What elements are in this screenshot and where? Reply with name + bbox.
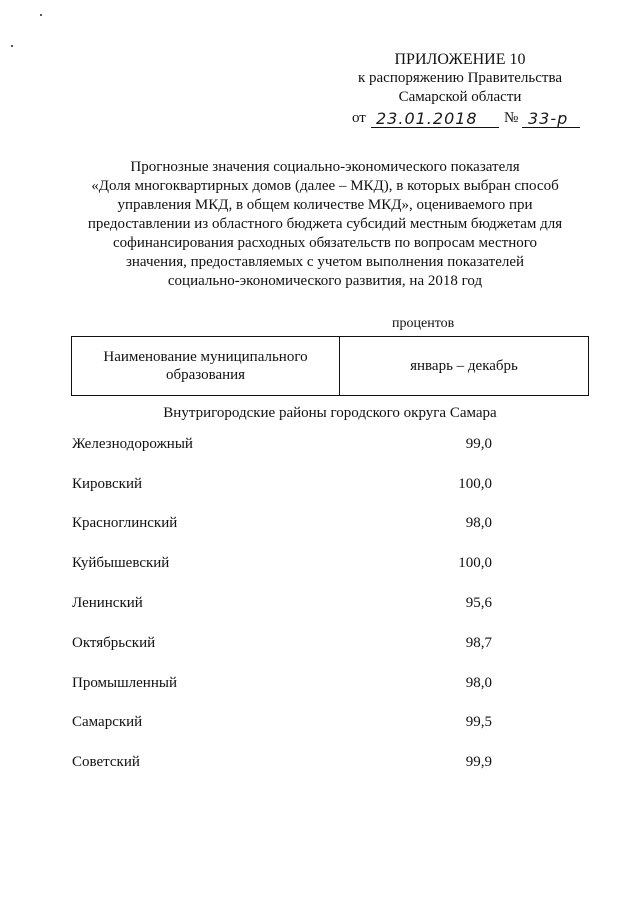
table-row [72, 515, 492, 535]
row-name: Куйбышевский [72, 555, 170, 571]
document-heading [60, 158, 590, 291]
unit-label: процентов [392, 316, 455, 331]
section-title: Внутригородские районы городского округа Самара [163, 405, 497, 421]
heading-line: софинансирования расходных обязательств по вопросам местного [112, 235, 538, 251]
heading-line: «Доля многоквартирных домов (далее – МКД), в которых выбран способ [91, 178, 559, 194]
row-value: 99,5 [465, 714, 492, 730]
table-row [72, 436, 492, 456]
scan-speck [40, 14, 42, 16]
row-name: Октябрьский [72, 635, 156, 651]
table-header [71, 336, 589, 396]
row-name: Ленинский [72, 595, 143, 611]
row-value: 99,0 [465, 436, 492, 452]
handwritten-date: 23.01.2018 [376, 109, 478, 128]
row-value: 98,0 [465, 675, 492, 691]
appendix-title: ПРИЛОЖЕНИЕ 10 [394, 51, 526, 68]
row-value: 98,0 [465, 515, 492, 531]
row-value: 95,6 [465, 595, 492, 611]
table-row [72, 595, 492, 615]
table-row [72, 635, 492, 655]
heading-line: предоставлении из областного бюджета субсидий местным бюджетам для [87, 216, 563, 232]
appendix-block [330, 50, 590, 107]
handwritten-number: 33-р [528, 109, 569, 128]
row-name: Советский [72, 754, 140, 770]
column-header-municipality: Наименование муниципального образования [72, 337, 340, 395]
row-name: Промышленный [72, 675, 177, 691]
row-name: Красноглинский [72, 515, 178, 531]
row-value: 98,7 [465, 635, 492, 651]
row-value: 100,0 [458, 476, 492, 492]
row-value: 100,0 [458, 555, 492, 571]
table-row [72, 754, 492, 774]
heading-line: управления МКД, в общем количестве МКД», оцениваемого при [117, 197, 533, 213]
heading-line: социально-экономического развития, на 2018 год [167, 273, 483, 289]
table-row [72, 555, 492, 575]
date-number-line [352, 107, 587, 131]
row-name: Кировский [72, 476, 143, 492]
heading-line: Прогнозные значения социально-экономического показателя [130, 159, 520, 175]
heading-line: значения, предоставляемых с учетом выполнения показателей [125, 254, 525, 270]
number-prefix: № [504, 110, 519, 126]
appendix-line-2: Самарской области [398, 89, 522, 105]
date-prefix: от [352, 110, 366, 126]
table-row [72, 476, 492, 496]
row-value: 99,9 [465, 754, 492, 770]
appendix-line-1: к распоряжению Правительства [357, 70, 562, 86]
column-header-period: январь – декабрь [410, 357, 518, 374]
row-name: Железнодорожный [72, 436, 193, 452]
row-name: Самарский [72, 714, 143, 730]
table-row [72, 714, 492, 734]
table-row [72, 675, 492, 695]
scan-speck [11, 45, 13, 47]
